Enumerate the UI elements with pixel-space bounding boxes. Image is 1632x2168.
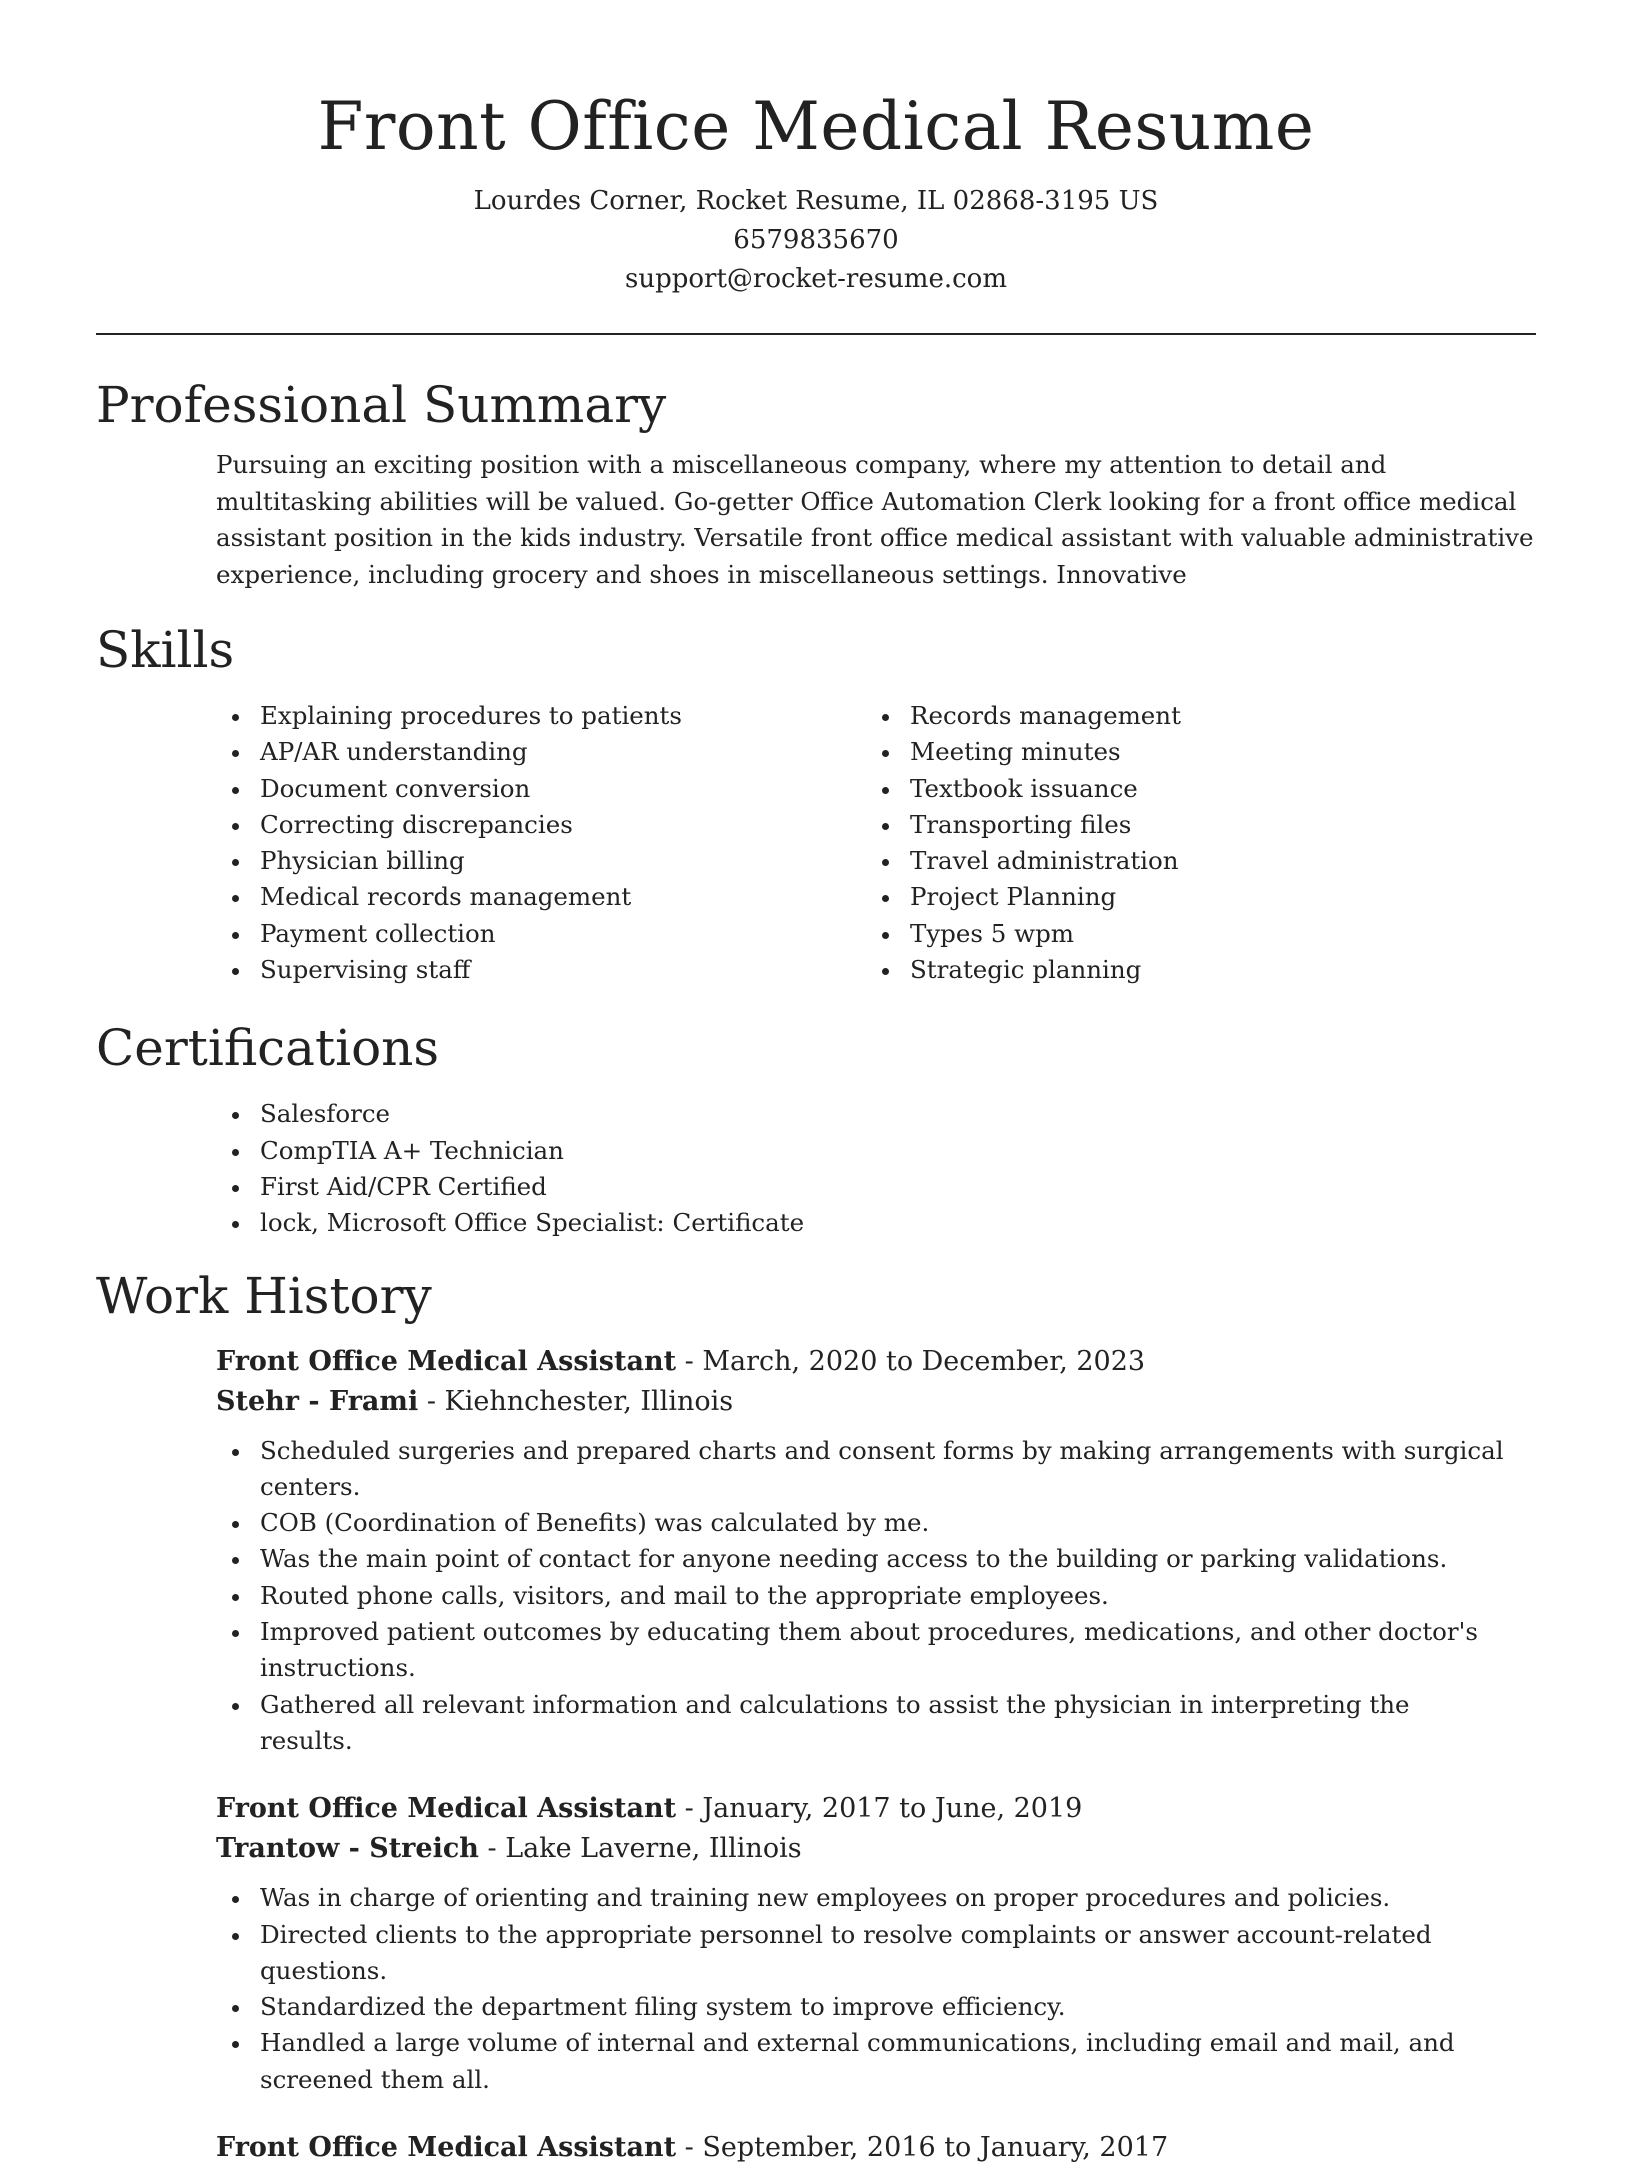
- resume-page: [96, 0, 1536, 2168]
- job-dates: - January, 2017 to June, 2019: [676, 1793, 1083, 1825]
- job-entry: [216, 1342, 1536, 1760]
- job-company: Stehr - Frami: [216, 1385, 419, 1417]
- contact-address: Lourdes Corner, Rocket Resume, IL 02868-3195 US: [473, 186, 1159, 216]
- job-title-line: [216, 1789, 1536, 1829]
- job-duty: Was in charge of orienting and training new employees on proper procedures and policies.: [216, 1880, 1506, 1916]
- skill-item: Supervising staff: [96, 952, 746, 988]
- certification-item: CompTIA A+ Technician: [96, 1133, 1536, 1169]
- job-duty: Directed clients to the appropriate personnel to resolve complaints or answer account-related questions.: [216, 1917, 1506, 1990]
- job-entry: [216, 2128, 1536, 2168]
- skills-grid: [96, 698, 1536, 988]
- skill-item: Records management: [746, 698, 1536, 734]
- job-location: - Kiehnchester, Illinois: [418, 1385, 734, 1417]
- skill-item: Travel administration: [746, 843, 1536, 879]
- job-role: Front Office Medical Assistant: [216, 1345, 677, 1377]
- job-duty: Handled a large volume of internal and external communications, including email and mail, and screened them all.: [216, 2025, 1506, 2098]
- job-duty: COB (Coordination of Benefits) was calculated by me.: [216, 1505, 1506, 1541]
- contact-phone: 6579835670: [733, 225, 899, 255]
- job-location: - Lake Laverne, Illinois: [478, 1833, 802, 1865]
- job-duty: Gathered all relevant information and calculations to assist the physician in interpreting the results.: [216, 1687, 1506, 1760]
- skill-item: Textbook issuance: [746, 771, 1536, 807]
- job-dates: - March, 2020 to December, 2023: [676, 1345, 1146, 1377]
- certifications-heading: Certifications: [96, 1019, 440, 1078]
- job-company-line: [216, 1829, 1536, 1869]
- job-role: Front Office Medical Assistant: [216, 1793, 677, 1825]
- job-duties-list: [216, 1433, 1536, 1760]
- skill-item: Payment collection: [96, 916, 746, 952]
- header-divider: [96, 333, 1536, 335]
- job-duty: Routed phone calls, visitors, and mail to the appropriate employees.: [216, 1578, 1506, 1614]
- job-title-line: [216, 1342, 1536, 1382]
- contact-email: support@rocket-resume.com: [624, 264, 1007, 294]
- skill-item: Meeting minutes: [746, 734, 1536, 770]
- job-duty: Standardized the department filing system to improve efficiency.: [216, 1989, 1506, 2025]
- contact-block: [96, 182, 1536, 299]
- skills-heading: Skills: [96, 621, 235, 679]
- resume-title: Front Office Medical Resume: [317, 88, 1315, 165]
- skills-list-left: [96, 698, 746, 988]
- job-company: Trantow - Streich: [216, 1833, 479, 1865]
- work-history-heading: Work History: [96, 1266, 432, 1325]
- job-dates: - September, 2016 to January, 2017: [676, 2132, 1169, 2164]
- skills-list-right: [746, 698, 1536, 988]
- job-company-line: [216, 1382, 1536, 1422]
- job-title-line: [216, 2128, 1536, 2168]
- skill-item: Strategic planning: [746, 952, 1536, 988]
- job-duty: Improved patient outcomes by educating them about procedures, medications, and other doctor's instructions.: [216, 1614, 1506, 1687]
- skill-item: Transporting files: [746, 807, 1536, 843]
- resume-header: [96, 0, 1536, 299]
- skill-item: Types 5 wpm: [746, 916, 1536, 952]
- certification-item: lock, Microsoft Office Specialist: Certificate: [96, 1205, 1536, 1241]
- certification-item: Salesforce: [96, 1096, 1536, 1132]
- job-duties-list: [216, 1880, 1536, 2098]
- certifications-list: [96, 1096, 1536, 1241]
- skill-item: Project Planning: [746, 879, 1536, 915]
- skill-item: AP/AR understanding: [96, 734, 746, 770]
- job-duty: Was the main point of contact for anyone needing access to the building or parking validations.: [216, 1541, 1506, 1577]
- skill-item: Document conversion: [96, 771, 746, 807]
- summary-text: Pursuing an exciting position with a miscellaneous company, where my attention to detail and multitasking abilities will be valued. Go-getter Office Automation Clerk looking for a front office medical assistant position in the kids industry. Versatile front office medical assistant with valuable administrative experience, including grocery and shoes in miscellaneous settings. Innovative: [216, 450, 1534, 589]
- skill-item: Medical records management: [96, 879, 746, 915]
- summary-heading: Professional Summary: [96, 376, 667, 434]
- skill-item: Correcting discrepancies: [96, 807, 746, 843]
- skill-item: Explaining procedures to patients: [96, 698, 746, 734]
- skill-item: Physician billing: [96, 843, 746, 879]
- job-entry: [216, 1789, 1536, 2098]
- certification-item: First Aid/CPR Certified: [96, 1169, 1536, 1205]
- job-role: Front Office Medical Assistant: [216, 2132, 677, 2164]
- job-duty: Scheduled surgeries and prepared charts and consent forms by making arrangements with surgical centers.: [216, 1433, 1506, 1506]
